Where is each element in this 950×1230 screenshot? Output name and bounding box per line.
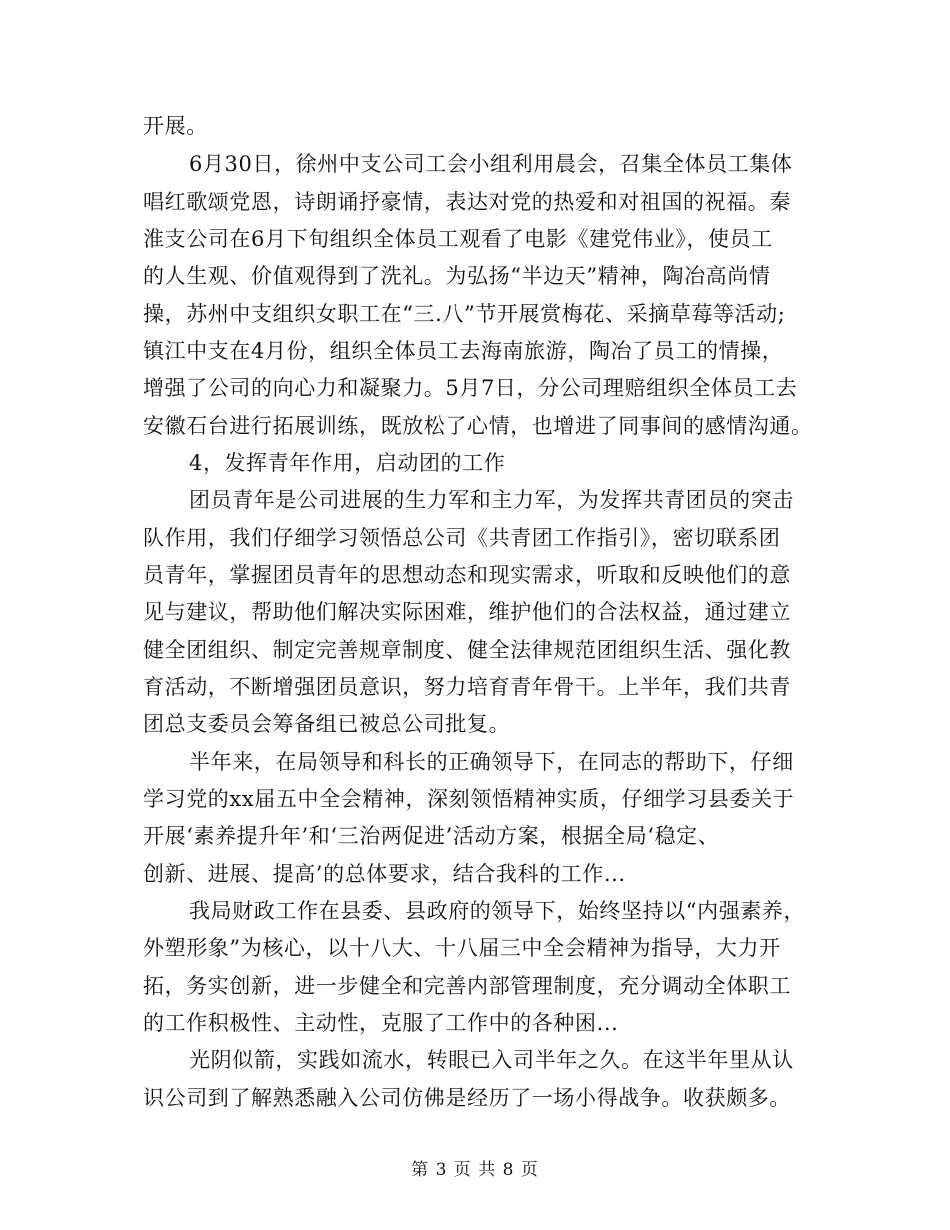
text-line: 半年来，在局领导和科长的正确领导下，在同志的帮助下，仔细 xyxy=(189,750,794,774)
text-line: 队作用，我们仔细学习领悟总公司《共青团工作指引》，密切联系团 xyxy=(143,526,781,550)
text-line: 6月30日，徐州中支公司工会小组利用晨会，召集全体员工集体 xyxy=(189,152,793,176)
text-line: 的工作积极性、主动性，克服了工作中的各种困... xyxy=(143,1011,619,1035)
section-heading: 4，发挥青年作用，启动团的工作 xyxy=(189,451,506,475)
text-line: 镇江中支在4月份，组织全体员工去海南旅游，陶冶了员工的情操， xyxy=(143,339,784,363)
text-line: 见与建议，帮助他们解决实际困难，维护他们的合法权益，通过建立 xyxy=(143,600,791,624)
text-line: 操，苏州中支组织女职工在“三.八”节开展赏梅花、采摘草莓等活动; xyxy=(143,302,786,326)
text-line: 外塑形象”为核心，以十八大、十八届三中全会精神为指导，大力开 xyxy=(143,936,781,960)
text-line: 育活动，不断增强团员意识，努力培育青年骨干。上半年，我们共青 xyxy=(143,675,791,699)
text-line: 安徽石台进行拓展训练，既放松了心情，也增进了同事间的感情沟通。 xyxy=(143,414,813,438)
text-line: 光阴似箭，实践如流水，转眼已入司半年之久。在这半年里从认 xyxy=(189,1048,794,1072)
text-line: 健全团组织、制定完善规章制度、健全法律规范团组织生活、强化教 xyxy=(143,638,791,662)
text-line: 员青年，掌握团员青年的思想动态和现实需求，听取和反映他们的意 xyxy=(143,563,791,587)
text-line: 我局财政工作在县委、县政府的领导下，始终坚持以“内强素养， xyxy=(189,899,806,923)
text-line: 拓，务实创新，进一步健全和完善内部管理制度，充分调动全体职工 xyxy=(143,974,791,998)
text-line: 增强了公司的向心力和凝聚力。5月7日，分公司理赔组织全体员工去 xyxy=(143,376,798,400)
text-line: 开展。 xyxy=(143,114,208,138)
text-line: 团总支委员会筹备组已被总公司批复。 xyxy=(143,712,511,736)
text-line: 识公司到了解熟悉融入公司仿佛是经历了一场小得战争。收获颇多。 xyxy=(143,1086,791,1110)
text-line: 开展‘素养提升年’和‘三治两促进’活动方案，根据全局‘稳定、 xyxy=(143,824,720,848)
text-line: 团员青年是公司进展的生力军和主力军，为发挥共青团员的突击 xyxy=(189,488,794,512)
text-line: 淮支公司在6月下旬组织全体员工观看了电影《建党伟业》，使员工 xyxy=(143,227,773,251)
text-line: 创新、进展、提高’的总体要求，结合我科的工作... xyxy=(143,862,626,886)
text-line: 学习党的xx届五中全会精神，深刻领悟精神实质，仔细学习县委关于 xyxy=(143,787,795,811)
page-number-footer: 第 3 页 共 8 页 xyxy=(411,1160,539,1180)
text-line: 唱红歌颂党恩，诗朗诵抒豪情，表达对党的热爱和对祖国的祝福。秦 xyxy=(143,190,791,214)
text-line: 的人生观、价值观得到了洗礼。为弘扬“半边天”精神，陶冶高尚情 xyxy=(143,264,771,288)
